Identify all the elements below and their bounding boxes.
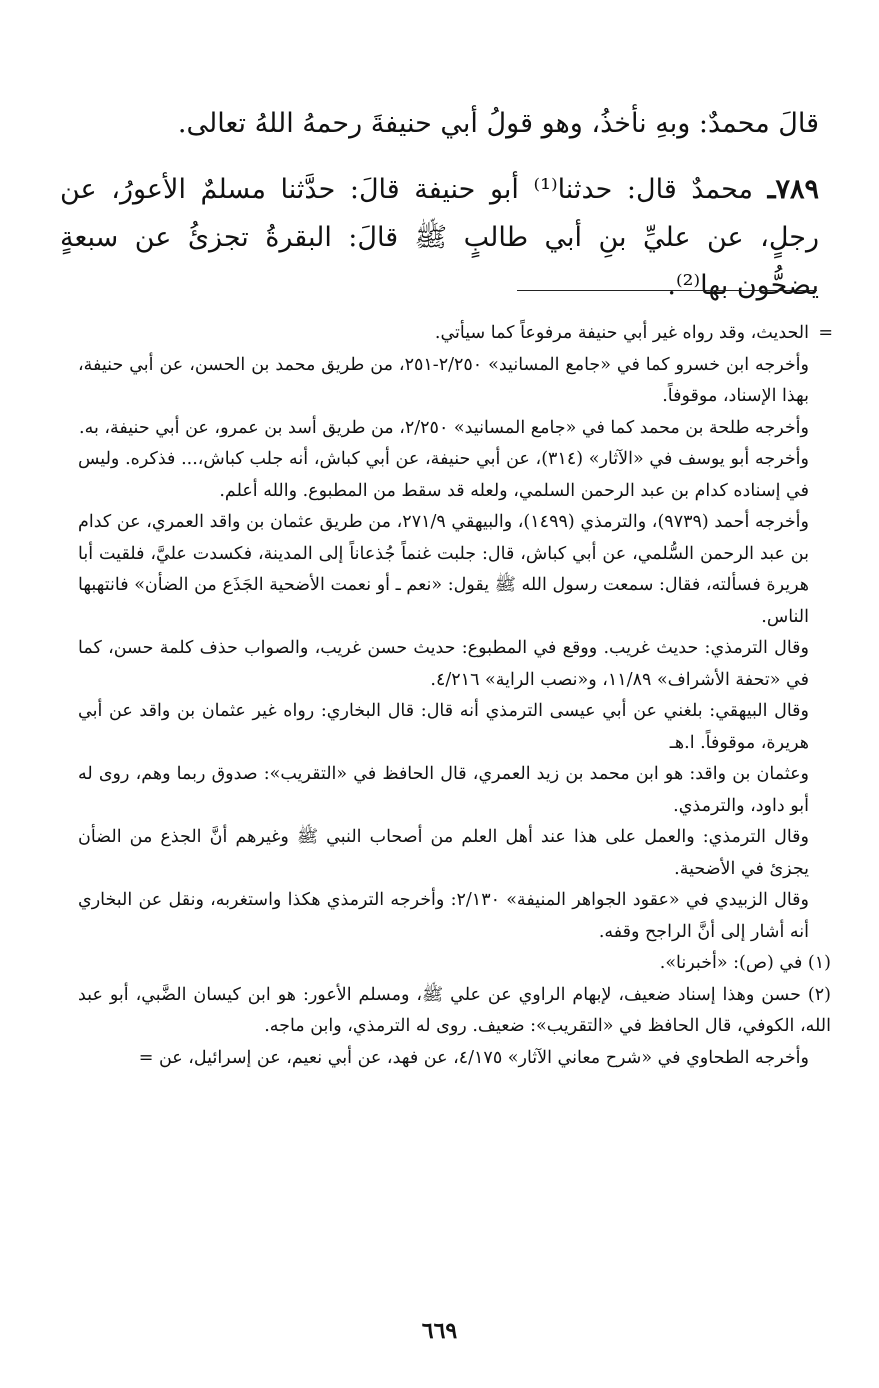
note-line-9: وقال الترمذي: والعمل على هذا عند أهل العلم من أصحاب النبي ﷺ وغيرهم أنَّ الجذع من الضأن يجزئ في الأضحية.	[78, 827, 809, 879]
footnote-separator	[517, 290, 817, 291]
main-text	[60, 100, 819, 148]
hadith-text: محمدٌ قال: حدثنا⁽¹⁾ أبو حنيفة قالَ: حدَّثنا مسلمٌ الأعورُ، عن رجلٍ، عن عليِّ بنِ أبي طالبٍ ﷺ قالَ: البقرةُ تجزئُ عن سبعةٍ يضحُّون بها⁽²⁾.	[60, 174, 819, 301]
note-line-2: وأخرجه ابن خسرو كما في «جامع المسانيد» ٢/٢٥٠-٢٥١، من طريق محمد بن الحسن، عن أبي حنيفة، بهذا الإسناد، موقوفاً.	[78, 354, 810, 406]
hadith-789	[60, 166, 819, 310]
note-line-1: الحديث، وقد رواه غير أبي حنيفة مرفوعاً كما سيأتي.	[434, 323, 809, 343]
main-paragraph-1: قالَ محمدٌ: وبهِ نأخذُ، وهو قولُ أبي حنيفةَ رحمهُ اللهُ تعالى.	[177, 108, 819, 139]
continuation-mark: =	[818, 323, 833, 343]
footnote-2-continuation: وأخرجه الطحاوي في «شرح معاني الآثار» ٤/١٧٥، عن فهد، عن أبي نعيم، عن إسرائيل، عن =	[138, 1047, 809, 1068]
note-line-3: وأخرجه طلحة بن محمد كما في «جامع المسانيد» ٢/٢٥٠، من طريق أسد بن عمرو، عن أبي حنيفة، به.	[79, 417, 809, 438]
footnote-1: (١) في (ص): «أخبرنا».	[659, 953, 831, 973]
note-line-7: وقال البيهقي: بلغني عن أبي عيسى الترمذي أنه قال: قال البخاري: رواه غير عثمان بن واقد عن أبي هريرة، موقوفاً. ا.هـ	[78, 701, 809, 753]
hadith-number: ٧٨٩ـ	[767, 174, 819, 205]
main-paragraph-2	[60, 166, 819, 310]
note-line-6: وقال الترمذي: حديث غريب. ووقع في المطبوع: حديث حسن غريب، والصواب حذف كلمة حسن، كما في «تحفة الأشراف» ١١/٨٩، و«نصب الراية» ٤/٢١٦.	[78, 638, 809, 690]
footnotes	[78, 318, 833, 1074]
footnote-2: (٢) حسن وهذا إسناد ضعيف، لإبهام الراوي عن علي ﷺ، ومسلم الأعور: هو ابن كيسان الضَّبي، أبو عبد الله، الكوفي، قال الحافظ في «التقريب»: ضعيف. روى له الترمذي، وابن ماجه.	[78, 984, 831, 1036]
note-line-8: وعثمان بن واقد: هو ابن محمد بن زيد العمري، قال الحافظ في «التقريب»: صدوق ربما وهم، روى له أبو داود، والترمذي.	[78, 764, 809, 816]
note-line-5: وأخرجه أحمد (٩٧٣٩)، والترمذي (١٤٩٩)، والبيهقي ٢٧١/٩، من طريق عثمان بن واقد العمري، عن كدام بن عبد الرحمن السُّلمي، عن أبي كباش، قال: جلبت غنماً جُذعاناً إلى المدينة، فكسدت عليَّ، فلقيت أبا هريرة فسألته، فقال: سمعت رسول الله ﷺ يقول: «نعم ـ أو نعمت الأضحية الجَذَع من الضأن» فانتهبها الناس.	[78, 512, 809, 627]
page-number: ٦٦٩	[421, 1318, 458, 1344]
note-line-10: وقال الزبيدي في «عقود الجواهر المنيفة» ٢/١٣٠: وأخرجه الترمذي هكذا واستغربه، ونقل عن البخاري أنه أشار إلى أنَّ الراجح وقفه.	[78, 890, 809, 942]
note-line-4: وأخرجه أبو يوسف في «الآثار» (٣١٤)، عن أبي حنيفة، عن أبي كباش، أنه جلب كباش،... فذكره. وليس في إسناده كدام بن عبد الرحمن السلمي، ولعله قد سقط من المطبوع. والله أعلم.	[78, 449, 809, 501]
